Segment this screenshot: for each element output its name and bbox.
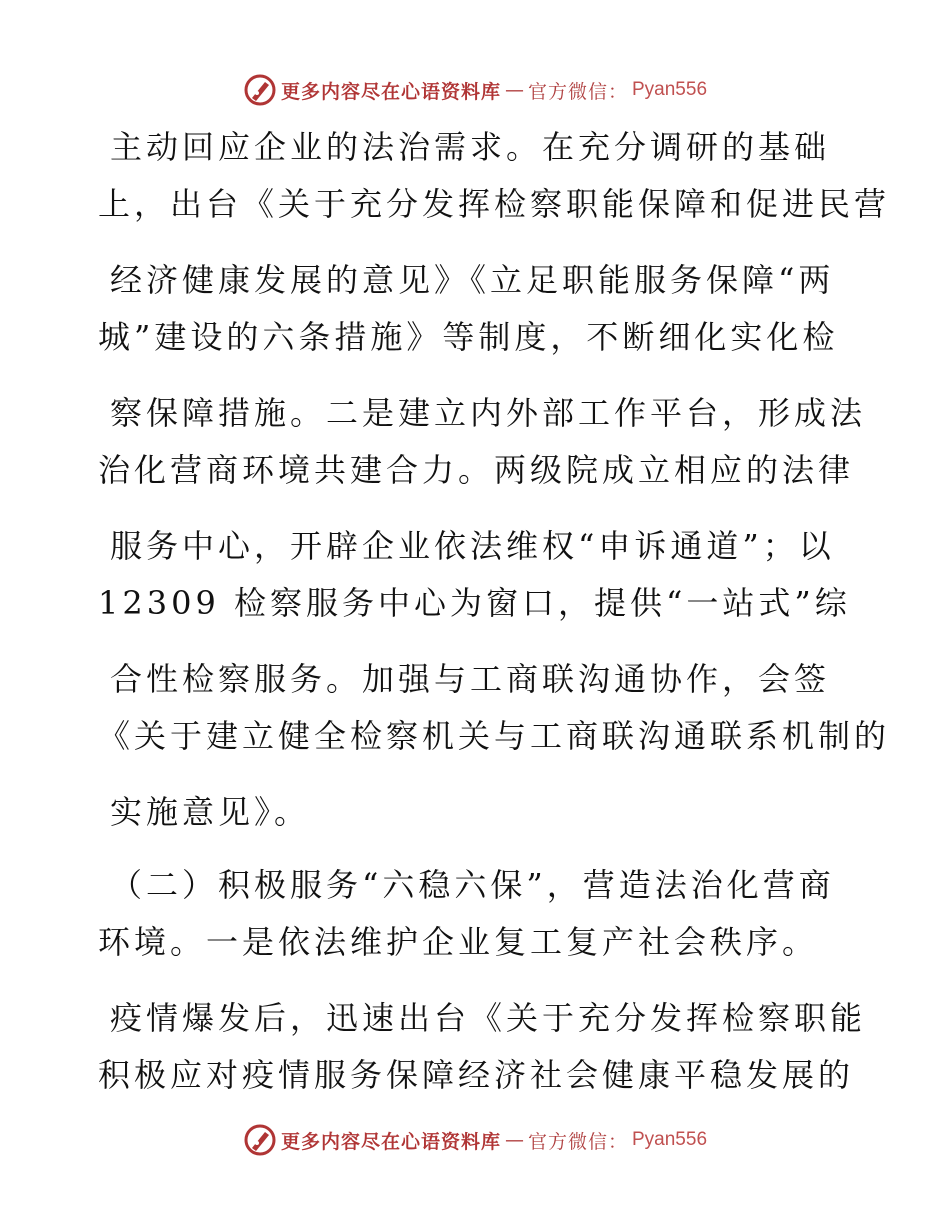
- text-line: 积极应对疫情服务保障经济社会健康平稳发展的: [98, 1056, 855, 1094]
- text-line: 上，出台《关于充分发挥检察职能保障和促进民营: [98, 185, 891, 223]
- text-line: 环境。一是依法维护企业复工复产社会秩序。: [98, 923, 819, 961]
- pen-logo-icon: [243, 73, 277, 107]
- banner-dash: —: [504, 79, 524, 101]
- header-watermark: [0, 70, 950, 110]
- banner-wechat-id: Pyan556: [632, 79, 708, 100]
- banner-brand: 更多内容尽在心语资料库: [280, 80, 501, 103]
- text-line: 疫情爆发后，迅速出台《关于充分发挥检察职能: [110, 999, 867, 1037]
- banner-brand: 更多内容尽在心语资料库: [280, 1130, 501, 1153]
- banner-wechat-id: Pyan556: [632, 1129, 708, 1150]
- text-line: 主动回应企业的法治需求。在充分调研的基础: [110, 128, 831, 166]
- text-line: 实施意见》。: [110, 793, 311, 831]
- banner-dash: —: [504, 1129, 524, 1151]
- footer-watermark: [0, 1120, 950, 1160]
- text-line: 城”建设的六条措施》等制度，不断细化实化检: [98, 318, 839, 356]
- text-line: （二）积极服务“六稳六保”，营造法治化营商: [110, 866, 835, 904]
- text-line: 服务中心，开辟企业依法维权“申诉通道”；以: [110, 527, 835, 565]
- text-line: 《关于建立健全检察机关与工商联沟通联系机制的: [98, 717, 891, 755]
- text-line: 经济健康发展的意见》《立足职能服务保障“两: [110, 261, 835, 299]
- text-line: 12309 检察服务中心为窗口，提供“一站式”综: [98, 584, 851, 622]
- text-line: 察保障措施。二是建立内外部工作平台，形成法: [110, 394, 867, 432]
- pen-logo-icon: [243, 1123, 277, 1157]
- text-line: 治化营商环境共建合力。两级院成立相应的法律: [98, 451, 855, 489]
- banner-official: 官方微信：: [527, 1130, 628, 1153]
- banner-official: 官方微信：: [527, 80, 628, 103]
- text-line: 合性检察服务。加强与工商联沟通协作，会签: [110, 660, 831, 698]
